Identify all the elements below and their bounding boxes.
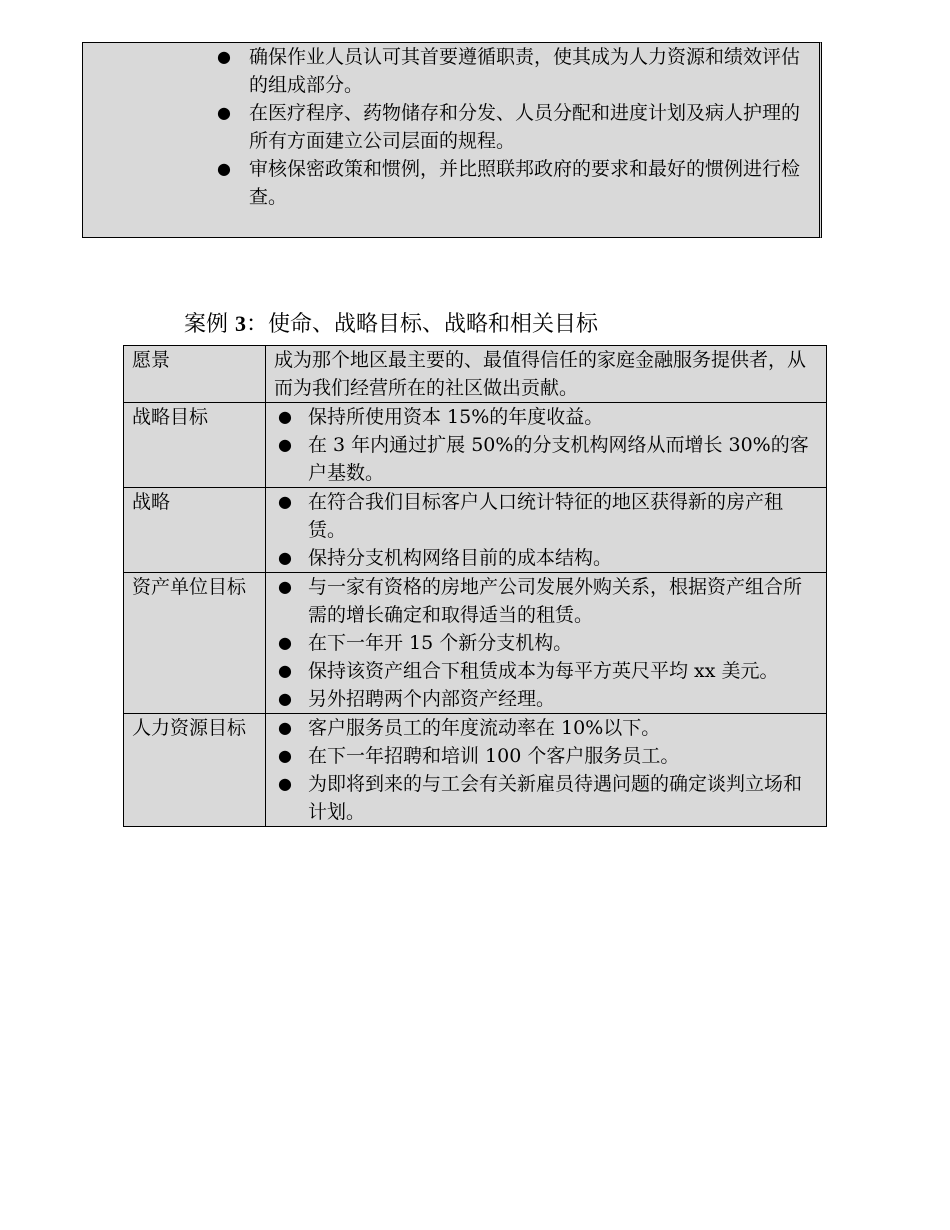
list-item-text: 保持所使用资本 15%的年度收益。 <box>308 406 604 428</box>
list-item <box>274 431 818 487</box>
strategy-table <box>123 345 827 827</box>
list-item <box>274 657 818 685</box>
list-item-text: 在下一年招聘和培训 100 个客户服务员工。 <box>308 745 680 767</box>
list-item <box>274 403 818 431</box>
bullet-icon: ● <box>278 774 292 793</box>
bullet-icon: ● <box>217 103 231 122</box>
list-item <box>274 573 818 629</box>
row-content <box>266 403 827 488</box>
list-item <box>274 544 818 572</box>
list-item-text: 审核保密政策和惯例，并比照联邦政府的要求和最好的惯例进行检查。 <box>249 158 801 208</box>
list-item-text: 客户服务员工的年度流动率在 10%以下。 <box>308 717 661 739</box>
list-item-text: 另外招聘两个内部资产经理。 <box>308 688 556 710</box>
row-list <box>274 573 818 713</box>
bullet-icon: ● <box>278 577 292 596</box>
bullet-icon: ● <box>217 159 231 178</box>
list-item <box>217 43 813 99</box>
bullet-icon: ● <box>278 435 292 454</box>
table-row <box>124 573 827 714</box>
bullet-icon: ● <box>278 492 292 511</box>
row-list <box>274 403 818 487</box>
row-list <box>274 714 818 826</box>
bullet-icon: ● <box>278 661 292 680</box>
list-item <box>274 714 818 742</box>
bullet-icon: ● <box>278 718 292 737</box>
bullet-icon: ● <box>278 548 292 567</box>
objectives-list <box>217 43 813 211</box>
list-item <box>217 99 813 155</box>
list-item <box>274 685 818 713</box>
list-item <box>217 155 813 211</box>
bullet-icon: ● <box>278 633 292 652</box>
list-item-text: 在医疗程序、药物储存和分发、人员分配和进度计划及病人护理的所有方面建立公司层面的规程。 <box>249 102 801 152</box>
case-title <box>184 308 598 341</box>
list-item-text: 在 3 年内通过扩展 50%的分支机构网络从而增长 30%的客户基数。 <box>308 434 809 484</box>
list-item <box>274 742 818 770</box>
list-item <box>274 488 818 544</box>
table-row <box>124 488 827 573</box>
row-list <box>274 488 818 572</box>
list-item-text: 在下一年开 15 个新分支机构。 <box>308 632 573 654</box>
row-label: 人力资源目标 <box>124 714 266 827</box>
row-label: 资产单位目标 <box>124 573 266 714</box>
bullet-icon: ● <box>217 47 231 66</box>
list-item <box>274 770 818 826</box>
list-item-text: 保持该资产组合下租赁成本为每平方英尺平均 xx 美元。 <box>308 660 779 682</box>
bullet-icon: ● <box>278 746 292 765</box>
table-row <box>124 403 827 488</box>
list-item-text: 与一家有资格的房地产公司发展外购关系，根据资产组合所需的增长确定和取得适当的租赁。 <box>308 576 803 626</box>
list-item-text: 在符合我们目标客户人口统计特征的地区获得新的房产租赁。 <box>308 491 784 541</box>
case-title-prefix: 案例 <box>184 312 235 337</box>
row-label: 战略 <box>124 488 266 573</box>
continued-objectives-box <box>82 42 822 238</box>
row-label: 愿景 <box>124 346 266 403</box>
case-title-text: ：使命、战略目标、战略和相关目标 <box>246 312 599 337</box>
list-item-text: 为即将到来的与工会有关新雇员待遇问题的确定谈判立场和计划。 <box>308 773 803 823</box>
bullet-icon: ● <box>278 407 292 426</box>
case-number: 3 <box>235 311 246 336</box>
row-content: 成为那个地区最主要的、最值得信任的家庭金融服务提供者，从而为我们经营所在的社区做出贡献。 <box>266 346 827 403</box>
row-content <box>266 488 827 573</box>
table-row <box>124 346 827 403</box>
list-item <box>274 629 818 657</box>
list-item-text: 保持分支机构网络目前的成本结构。 <box>308 547 613 569</box>
bullet-icon: ● <box>278 689 292 708</box>
row-content <box>266 714 827 827</box>
table-row <box>124 714 827 827</box>
list-item-text: 确保作业人员认可其首要遵循职责，使其成为人力资源和绩效评估的组成部分。 <box>249 46 801 96</box>
row-label: 战略目标 <box>124 403 266 488</box>
row-content <box>266 573 827 714</box>
